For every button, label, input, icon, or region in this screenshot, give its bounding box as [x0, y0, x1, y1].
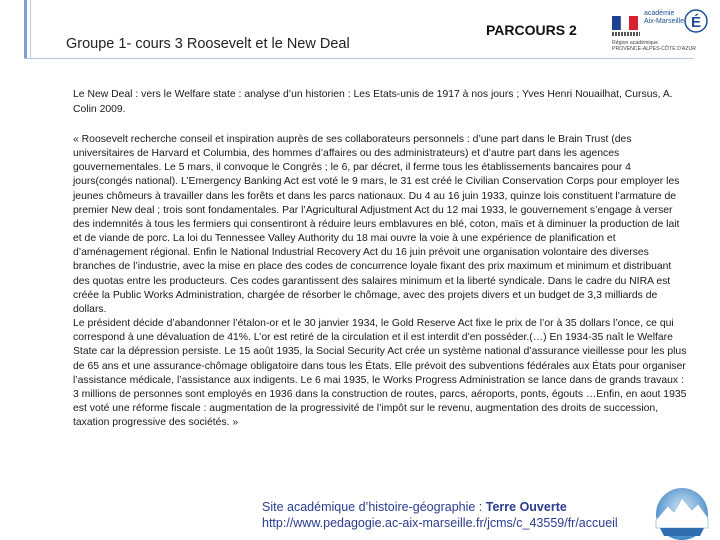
footer-url-link[interactable]: http://www.pedagogie.ac-aix-marseille.fr/jcms/c_43559/fr/accueil	[262, 516, 618, 530]
source-reference: Le New Deal : vers le Welfare state : analyse d’un historien : Les Etats-unis de 1917 à nos jours ; Yves Henri Nouailhat, Cursus, A. Colin 2009.	[73, 89, 673, 115]
header-divider	[24, 58, 694, 59]
republique-caption	[612, 32, 640, 36]
left-accent-rule-thin	[30, 0, 31, 58]
svg-text:É: É	[690, 14, 702, 31]
quote-body	[73, 133, 688, 430]
academie-lettering: académie Aix-Marseille	[644, 10, 685, 25]
quote-paragraph-1: « Roosevelt recherche conseil et inspiration auprès de ses collaborateurs personnels : d’une part dans le Brain Trust (des universitaires de Harvard et Columbia, des hommes d’affaires ou des administrateurs) et d’autre part dans les agences gouvernementales. Le 5 mars, il convoque le Congrès ; le 6, par décret, il ferme tous les établissements bancaires pour 4 jours(congés national). L’Emergency Banking Act est voté le 9 mars, le 31 est créé le Civilian Conservation Corps pour employer les jeunes chômeurs à travailler dans les forêts et dans les parcs nationaux. Du 4 au 16 juin 1933, quinze lois constituent l’armature de premier New deal ; trois sont fondamentales. Par l’Agricultural Adjustment Act du 12 mai 1933, le gouvernement s’engage à verser des indemnités à tous les fermiers qui consentiront à réduire leurs emblavures en blé, coton, maïs et à diminuer la production de lait et de viande de porc. La loi du Tennessee Valley Authority du 18 mai ouvre la voie à une expérience de planification et d’aménagement régional. Enfin le National Industrial Recovery Act du 16 juin prévoit une organisation volontaire des diverses branches de l’industrie, avec la mise en place des codes de concurrence loyale fixant des prix maximum et minimum et distribuant des quotas entre les producteurs. Ces codes garantissent des salaires minimum et la liberté syndicale. Dans le cadre du NIRA est créée la Public Works Administration, chargée de résorber le chômage, avec des projets divers et un budget de 3,3 milliards de dollars.	[73, 134, 680, 315]
academie-e-icon	[684, 6, 708, 36]
slide-title: Groupe 1- cours 3 Roosevelt et le New Deal	[66, 36, 350, 52]
footer-site-line: Site académique d’histoire-géographie : Terre Ouverte	[262, 500, 567, 514]
academie-logo	[612, 6, 708, 52]
parcours-label: PARCOURS 2	[486, 22, 577, 38]
left-accent-rule	[24, 0, 27, 58]
academy-region-text: Région académique PROVENCE-ALPES-CÔTE D'AZUR	[612, 40, 697, 52]
quote-paragraph-2: Le président décide d’abandonner l’étalon-or et le 30 janvier 1934, le Gold Reserve Act fixe le prix de l’or à 35 dollars l’once, ce qui correspond à une dévaluation de 41%. L’or est retiré de la circulation et il est interdit d’en posséder.(…) En 1934-35 naît le Welfare State car la dépression persiste. Le 15 août 1935, la Social Security Act crée un système national d’assurance vieillesse pour les plus de 65 ans et une assurance-chômage obligatoire dans tous les États. Elle prévoit des subventions fédérales aux États pour organiser l’assistance médicale, l’assistance aux indigents. Le 6 mai 1935, le Works Progress Administration se lance dans de grands travaux : 3 millions de personnes sont employés en 1936 dans la construction de routes, parcs, aéroports, ponts, égouts …Enfin, en aout 1935 est voté une réforme fiscale : augmentation de la progressivité de l’impôt sur le revenu, augmentation des droits de succession, taxation progressive des sociétés. »	[73, 318, 687, 429]
marianne-flag-icon	[612, 16, 638, 30]
globe-mountain-icon	[650, 484, 714, 540]
footer-site-name: Terre Ouverte	[485, 500, 567, 514]
